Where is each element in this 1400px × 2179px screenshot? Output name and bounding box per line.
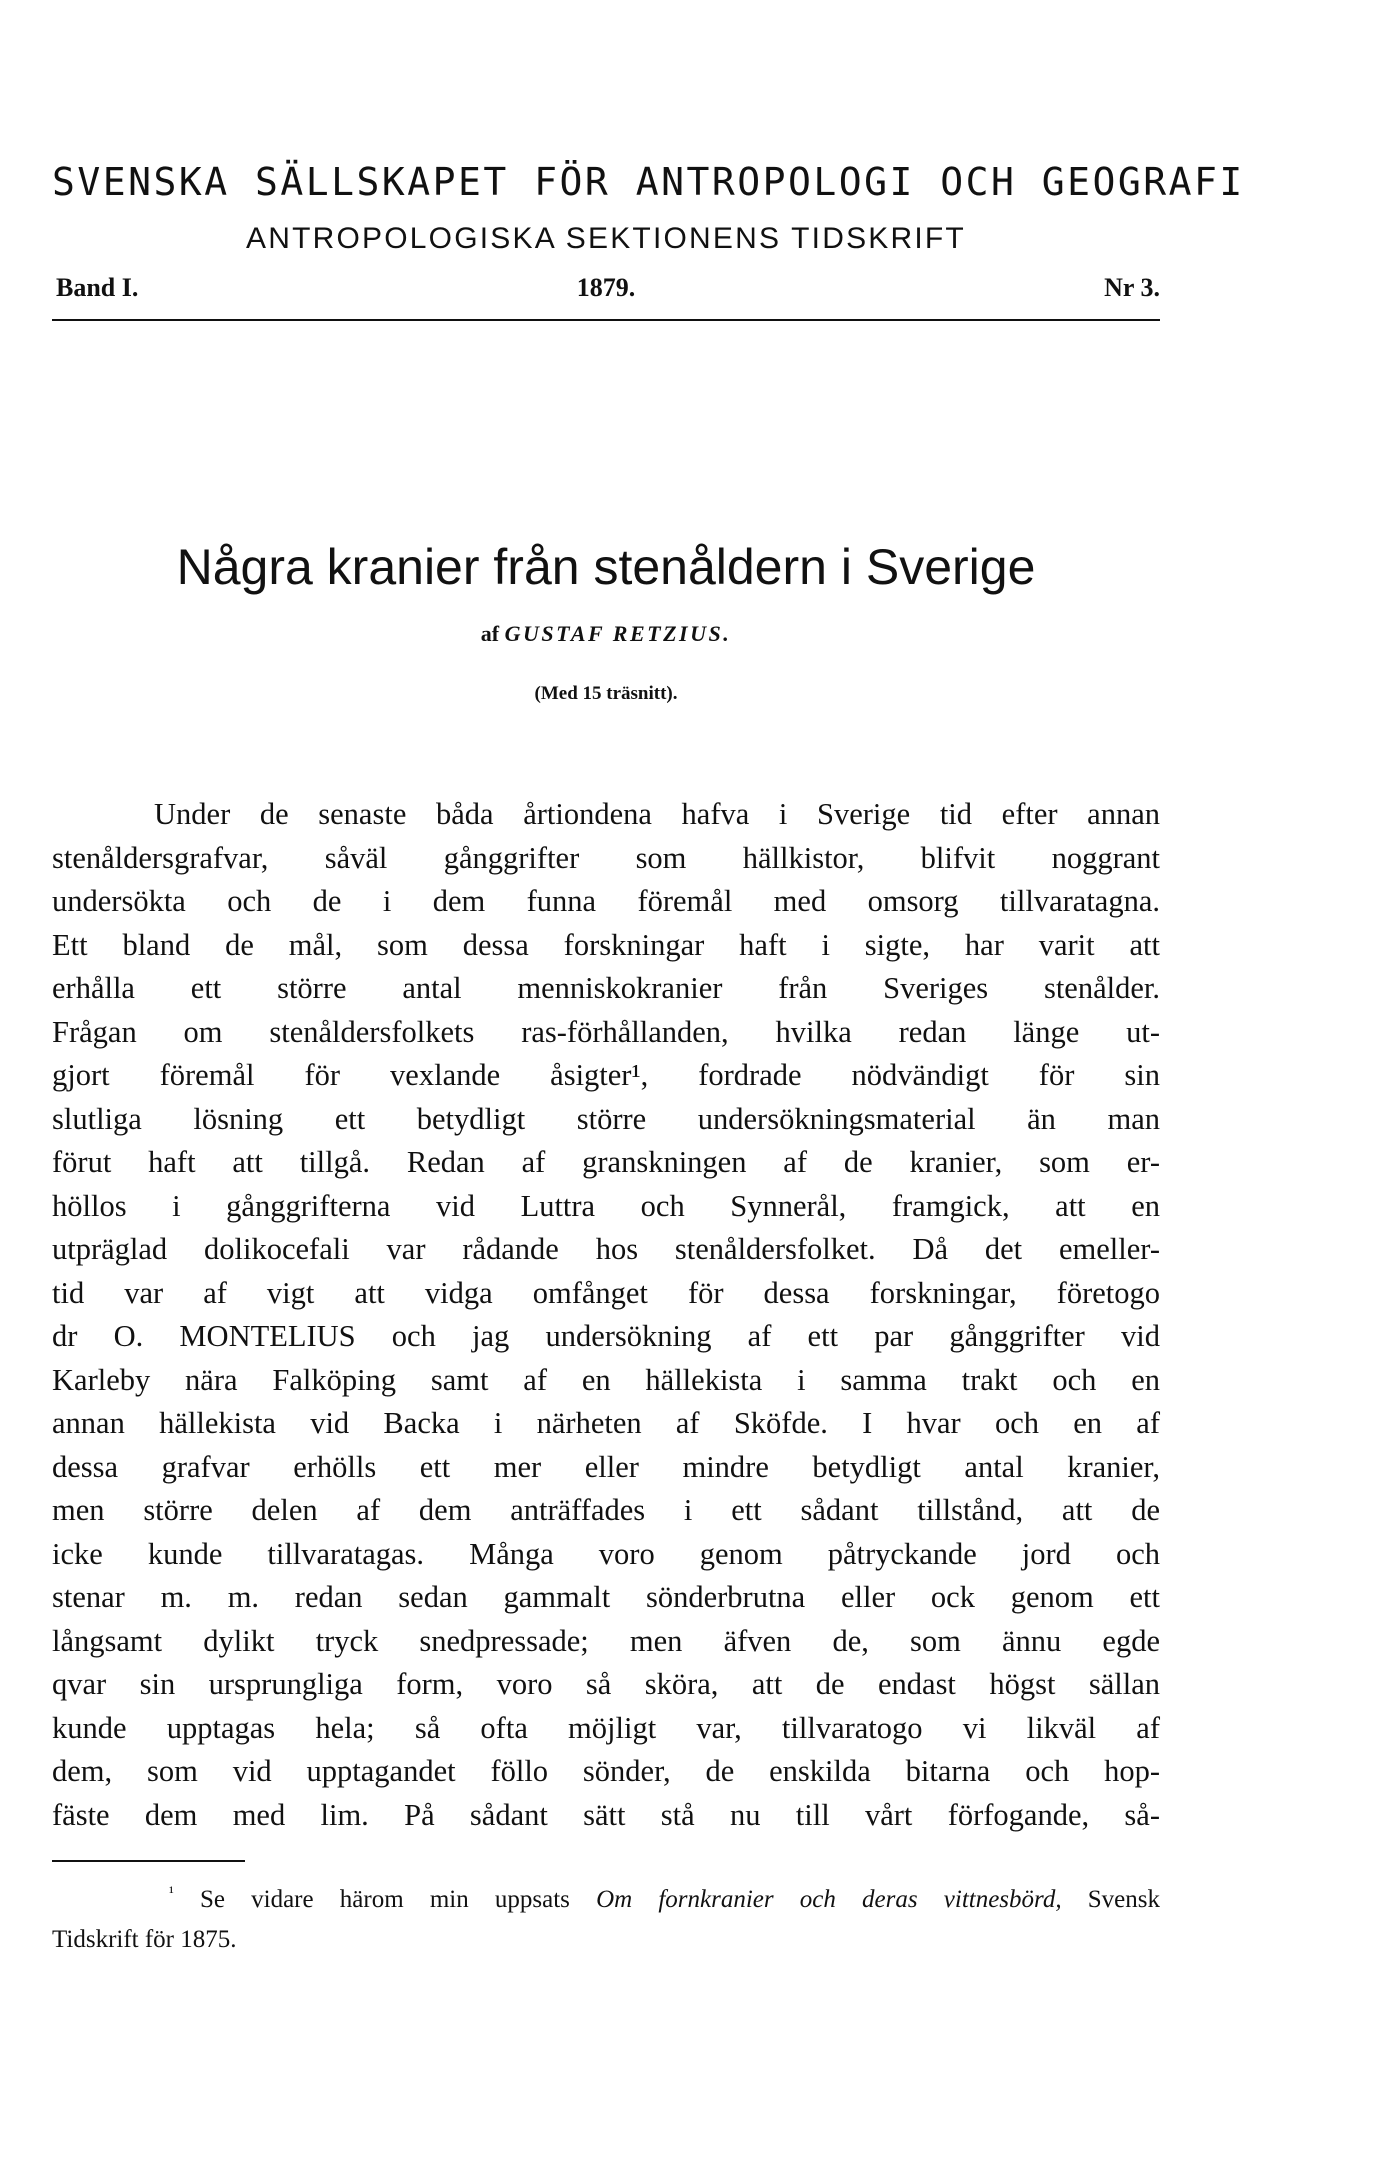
body-line: undersökta och de i dem funna föremål med omsorg tillvaratagna. xyxy=(52,884,1160,918)
footnote-marker: ¹ xyxy=(169,1884,174,1902)
body-line: Ett bland de mål, som dessa forskningar haft i sigte, har varit att xyxy=(52,927,1160,962)
footnote-line: Tidskrift för 1875. xyxy=(52,1926,237,1953)
footnote-reference-title: Om fornkranier och deras vittnesbörd, xyxy=(596,1886,1062,1913)
body-line: Frågan om stenåldersfolkets ras-förhållanden, hvilka redan länge ut- xyxy=(52,1014,1160,1049)
journal-heading: ANTROPOLOGISKA SEKTIONENS TIDSKRIFT xyxy=(246,222,966,255)
body-line: utpräglad dolikocefali var rådande hos stenåldersfolket. Då det emeller- xyxy=(52,1232,1160,1266)
author-name: GUSTAF RETZIUS. xyxy=(504,621,732,646)
footnote xyxy=(52,1880,1160,1960)
footnote-rule xyxy=(52,1860,245,1862)
page xyxy=(52,0,1245,2179)
body-line: långsamt dylikt tryck snedpressade; men äfven de, som ännu egde xyxy=(52,1623,1160,1658)
body-line: annan hällekista vid Backa i närheten af Sköfde. I hvar och en af xyxy=(52,1406,1160,1440)
byline-prefix: af xyxy=(480,621,500,646)
body-line: dem, som vid upptagandet föllo sönder, de enskilda bitarna och hop- xyxy=(52,1754,1160,1788)
body-line: stenåldersgrafvar, såväl gånggrifter som hällkistor, blifvit noggrant xyxy=(52,840,1160,875)
year-label: 1879. xyxy=(576,273,636,302)
body-line: gjort föremål för vexlande åsigter¹, fordrade nödvändigt för sin xyxy=(52,1058,1160,1092)
body-line: kunde upptagas hela; så ofta möjligt var, tillvaratogo vi likväl af xyxy=(52,1710,1160,1745)
body-line: icke kunde tillvaratagas. Många voro genom påtryckande jord och xyxy=(52,1536,1160,1571)
header-rule xyxy=(52,319,1160,321)
footnote-text: Se vidare härom min uppsats xyxy=(199,1886,570,1913)
volume-label: Band I. xyxy=(56,273,139,302)
issue-info xyxy=(52,273,1160,313)
footnote-line xyxy=(52,1880,1160,1920)
body-line: dessa grafvar erhölls ett mer eller mindre betydligt antal kranier, xyxy=(52,1449,1160,1484)
body-line: Karleby nära Falköping samt af en hällekista i samma trakt och en xyxy=(52,1362,1160,1397)
body-line: erhålla ett större antal menniskokranier från Sveriges stenålder. xyxy=(52,971,1160,1005)
body-line: Under de senaste båda årtiondena hafva i Sverige tid efter annan xyxy=(154,797,1160,831)
byline xyxy=(52,621,1160,647)
body-line: slutliga lösning ett betydligt större undersökningsmaterial än man xyxy=(52,1101,1160,1136)
body-line: tid var af vigt att vidga omfånget för dessa forskningar, företogo xyxy=(52,1275,1160,1310)
issue-number: Nr 3. xyxy=(1104,273,1160,302)
article-title: Några kranier från stenåldern i Sverige xyxy=(176,539,1036,595)
body-line: fäste dem med lim. På sådant sätt stå nu till vårt förfogande, så- xyxy=(52,1797,1160,1832)
society-heading: SVENSKA SÄLLSKAPET FÖR ANTROPOLOGI OCH GEOGRAFI xyxy=(52,160,1245,204)
body-text xyxy=(52,793,1160,1837)
footnote-journal: Svensk xyxy=(1087,1886,1160,1913)
body-line: stenar m. m. redan sedan gammalt sönderbrutna eller ock genom ett xyxy=(52,1580,1160,1614)
body-line: höllos i gånggrifterna vid Luttra och Synnerål, framgick, att en xyxy=(52,1188,1160,1223)
body-line: dr O. MONTELIUS och jag undersökning af ett par gånggrifter vid xyxy=(52,1319,1160,1353)
body-line: qvar sin ursprungliga form, voro så sköra, att de endast högst sällan xyxy=(52,1667,1160,1701)
body-line: men större delen af dem anträffades i ett sådant tillstånd, att de xyxy=(52,1493,1160,1527)
body-line: förut haft att tillgå. Redan af granskningen af de kranier, som er- xyxy=(52,1145,1160,1179)
figures-note: (Med 15 träsnitt). xyxy=(534,683,678,704)
